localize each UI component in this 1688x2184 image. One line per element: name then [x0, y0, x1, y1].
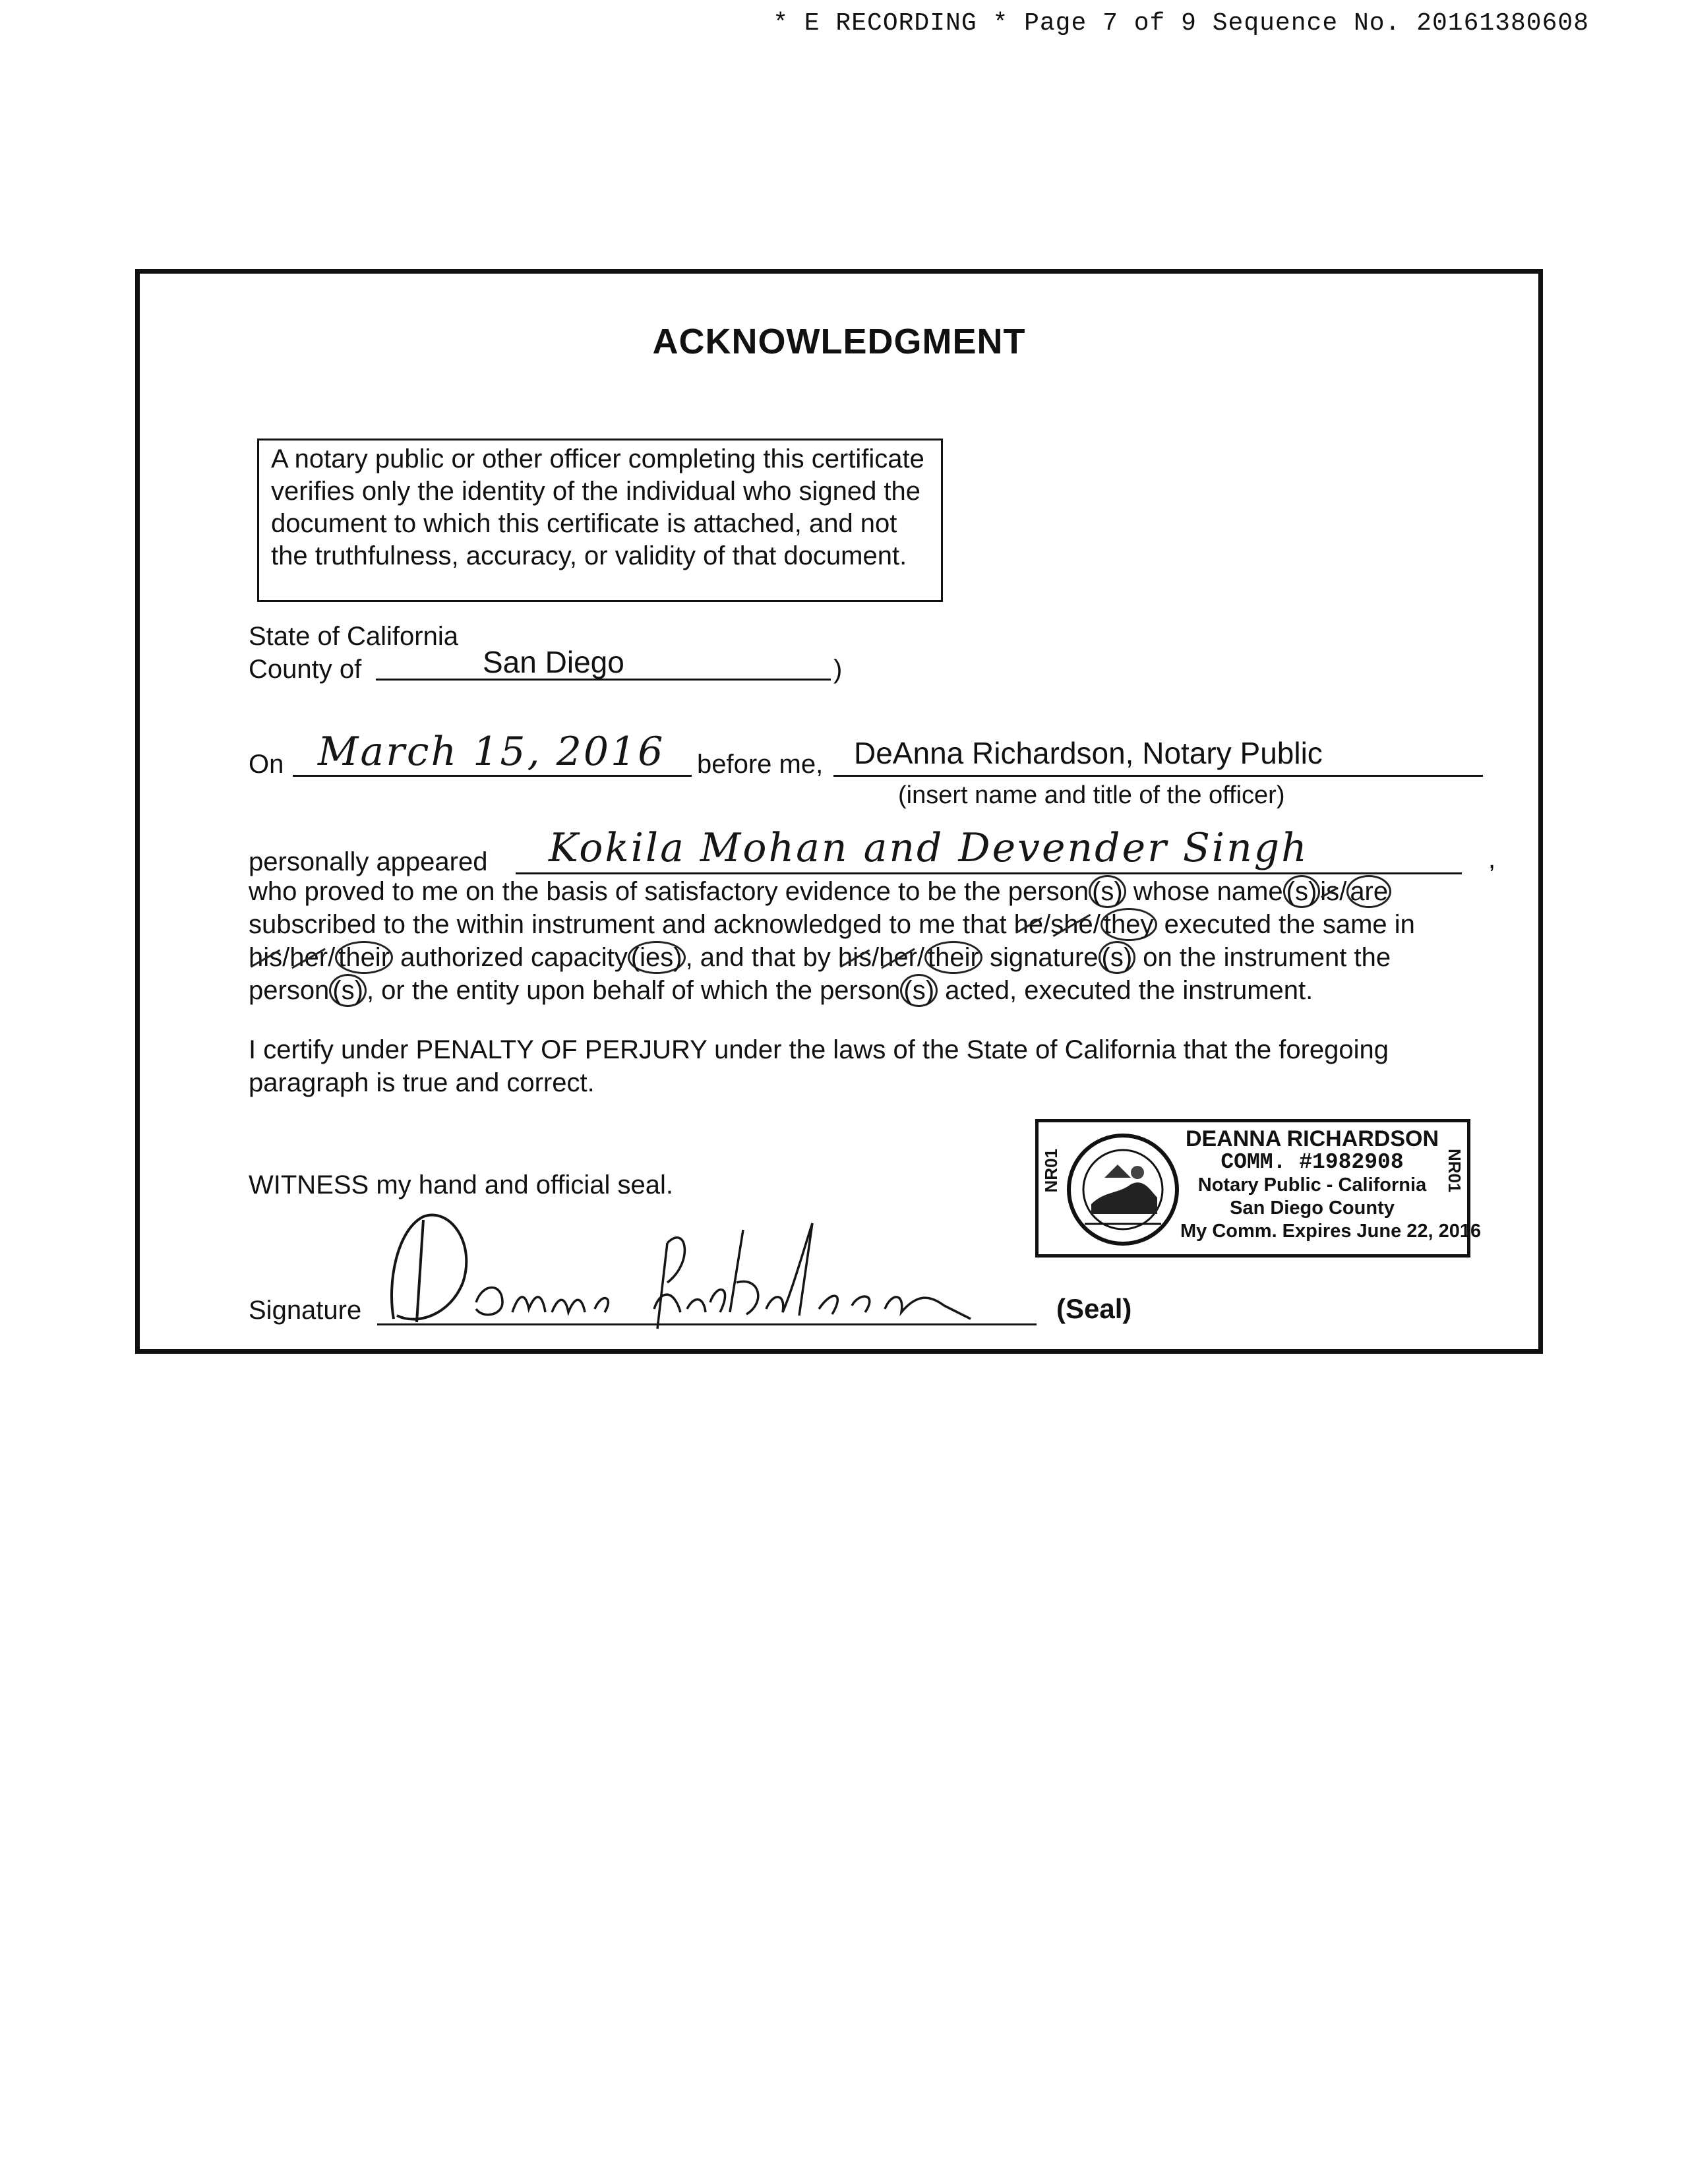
signature-label: Signature	[249, 1296, 362, 1325]
on-label: On	[249, 750, 284, 779]
stamp-expires: My Comm. Expires June 22, 2016	[1180, 1221, 1482, 1242]
stamp-side-code-right: NR01	[1445, 1149, 1464, 1193]
notary-stamp	[1035, 1119, 1482, 1258]
perjury-line-2: paragraph is true and correct.	[249, 1068, 595, 1097]
appeared-label: personally appeared	[249, 847, 488, 876]
signature-handwritten	[377, 1203, 1023, 1335]
date-handwritten: March 15, 2016	[318, 729, 665, 775]
county-label: County of	[249, 655, 362, 684]
california-state-seal-icon	[1065, 1132, 1181, 1248]
stamp-county: San Diego County	[1230, 1198, 1395, 1219]
officer-caption: (insert name and title of the officer)	[898, 781, 1285, 809]
appeared-comma: ,	[1488, 845, 1496, 874]
stamp-commission: COMM. #1982908	[1221, 1150, 1404, 1174]
body-line-4: person (s) , or the entity upon behalf of which the person (s) acted, executed the instrument.	[249, 974, 1313, 1007]
witness-text: WITNESS my hand and official seal.	[249, 1170, 673, 1199]
notary-disclaimer-box: A notary public or other officer completing this certificate verifies only the identity of the individual who signed the document to which this certificate is attached, and not the truthfulness, accuracy, or validity of that document.	[257, 439, 943, 602]
stamp-side-code-left: NR01	[1041, 1149, 1061, 1193]
form-title: ACKNOWLEDGMENT	[652, 322, 1026, 361]
body-line-3: his/her/ their authorized capacity (ies) , and that by his/her/ their signature (s) on the instrument the	[249, 941, 1391, 974]
acknowledgment-form	[135, 269, 1543, 1354]
before-me-label: before me,	[697, 750, 824, 779]
seal-label: (Seal)	[1056, 1293, 1132, 1324]
officer-value: DeAnna Richardson, Notary Public	[854, 736, 1323, 770]
body-line-1: who proved to me on the basis of satisfactory evidence to be the person (s) whose name (s) is/ are	[249, 875, 1391, 908]
body-line-2: subscribed to the within instrument and acknowledged to me that he/she/ they executed the same in	[249, 908, 1415, 941]
state-label: State of California	[249, 622, 458, 651]
county-paren: )	[833, 655, 843, 684]
appeared-handwritten: Kokila Mohan and Devender Singh	[549, 825, 1309, 871]
stamp-name: DEANNA RICHARDSON	[1185, 1126, 1439, 1151]
county-value: San Diego	[483, 645, 624, 679]
recording-header: * E RECORDING * Page 7 of 9 Sequence No. 20161380608	[773, 9, 1589, 38]
perjury-line-1: I certify under PENALTY OF PERJURY under the laws of the State of California that the foregoing	[249, 1035, 1389, 1064]
stamp-title: Notary Public - California	[1197, 1174, 1427, 1196]
